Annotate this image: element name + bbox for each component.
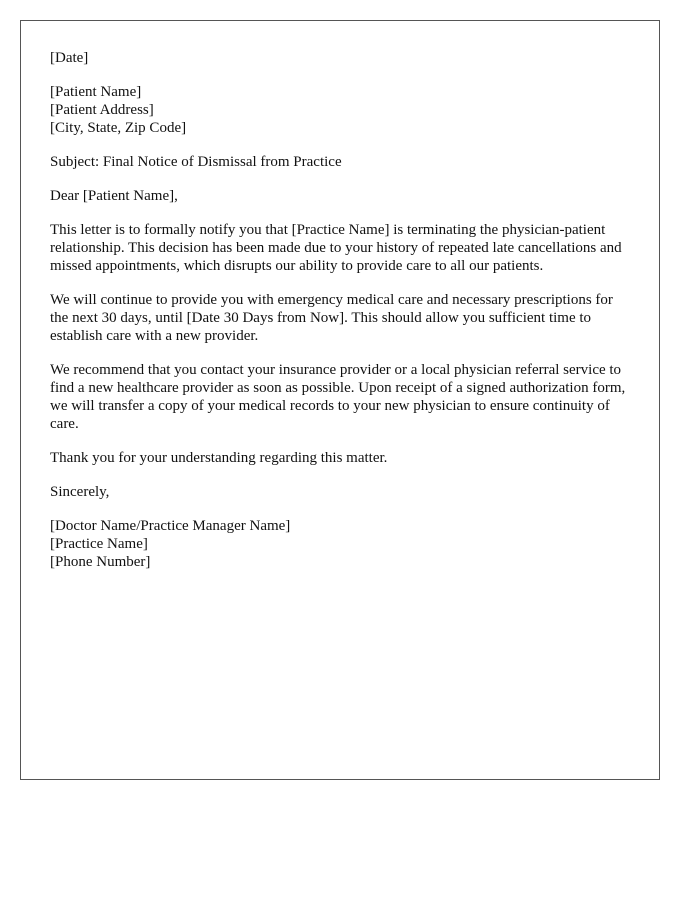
- recipient-address-block: [50, 83, 633, 137]
- recipient-name: [Patient Name]: [50, 84, 142, 100]
- letter-salutation: Dear [Patient Name],: [50, 188, 178, 204]
- signature-practice: [Practice Name]: [50, 536, 148, 552]
- letter-page: [20, 20, 660, 780]
- letter-date: [Date]: [50, 50, 89, 66]
- recipient-address: [Patient Address]: [50, 102, 154, 118]
- signature-phone: [Phone Number]: [50, 554, 151, 570]
- letter-subject: Subject: Final Notice of Dismissal from Practice: [50, 154, 342, 170]
- recipient-city-state-zip: [City, State, Zip Code]: [50, 120, 187, 136]
- body-paragraph-notification: This letter is to formally notify you that [Practice Name] is terminating the physician-patient relationship. This decision has been made due to your history of repeated late cancellations and missed appointments, which disrupts our ability to provide care to all our patients.: [50, 222, 622, 274]
- signature-block: [50, 517, 633, 571]
- body-paragraph-recommendation: We recommend that you contact your insurance provider or a local physician referral service to find a new healthcare provider as soon as possible. Upon receipt of a signed authorization form, we will transfer a copy of your medical records to your new physician to ensure continuity of care.: [50, 362, 626, 432]
- body-paragraph-continued-care: We will continue to provide you with emergency medical care and necessary prescriptions for the next 30 days, until [Date 30 Days from Now]. This should allow you sufficient time to establish care with a new provider.: [50, 292, 613, 344]
- body-paragraph-thanks: Thank you for your understanding regarding this matter.: [50, 450, 388, 466]
- letter-closing: Sincerely,: [50, 484, 110, 500]
- signature-name: [Doctor Name/Practice Manager Name]: [50, 518, 291, 534]
